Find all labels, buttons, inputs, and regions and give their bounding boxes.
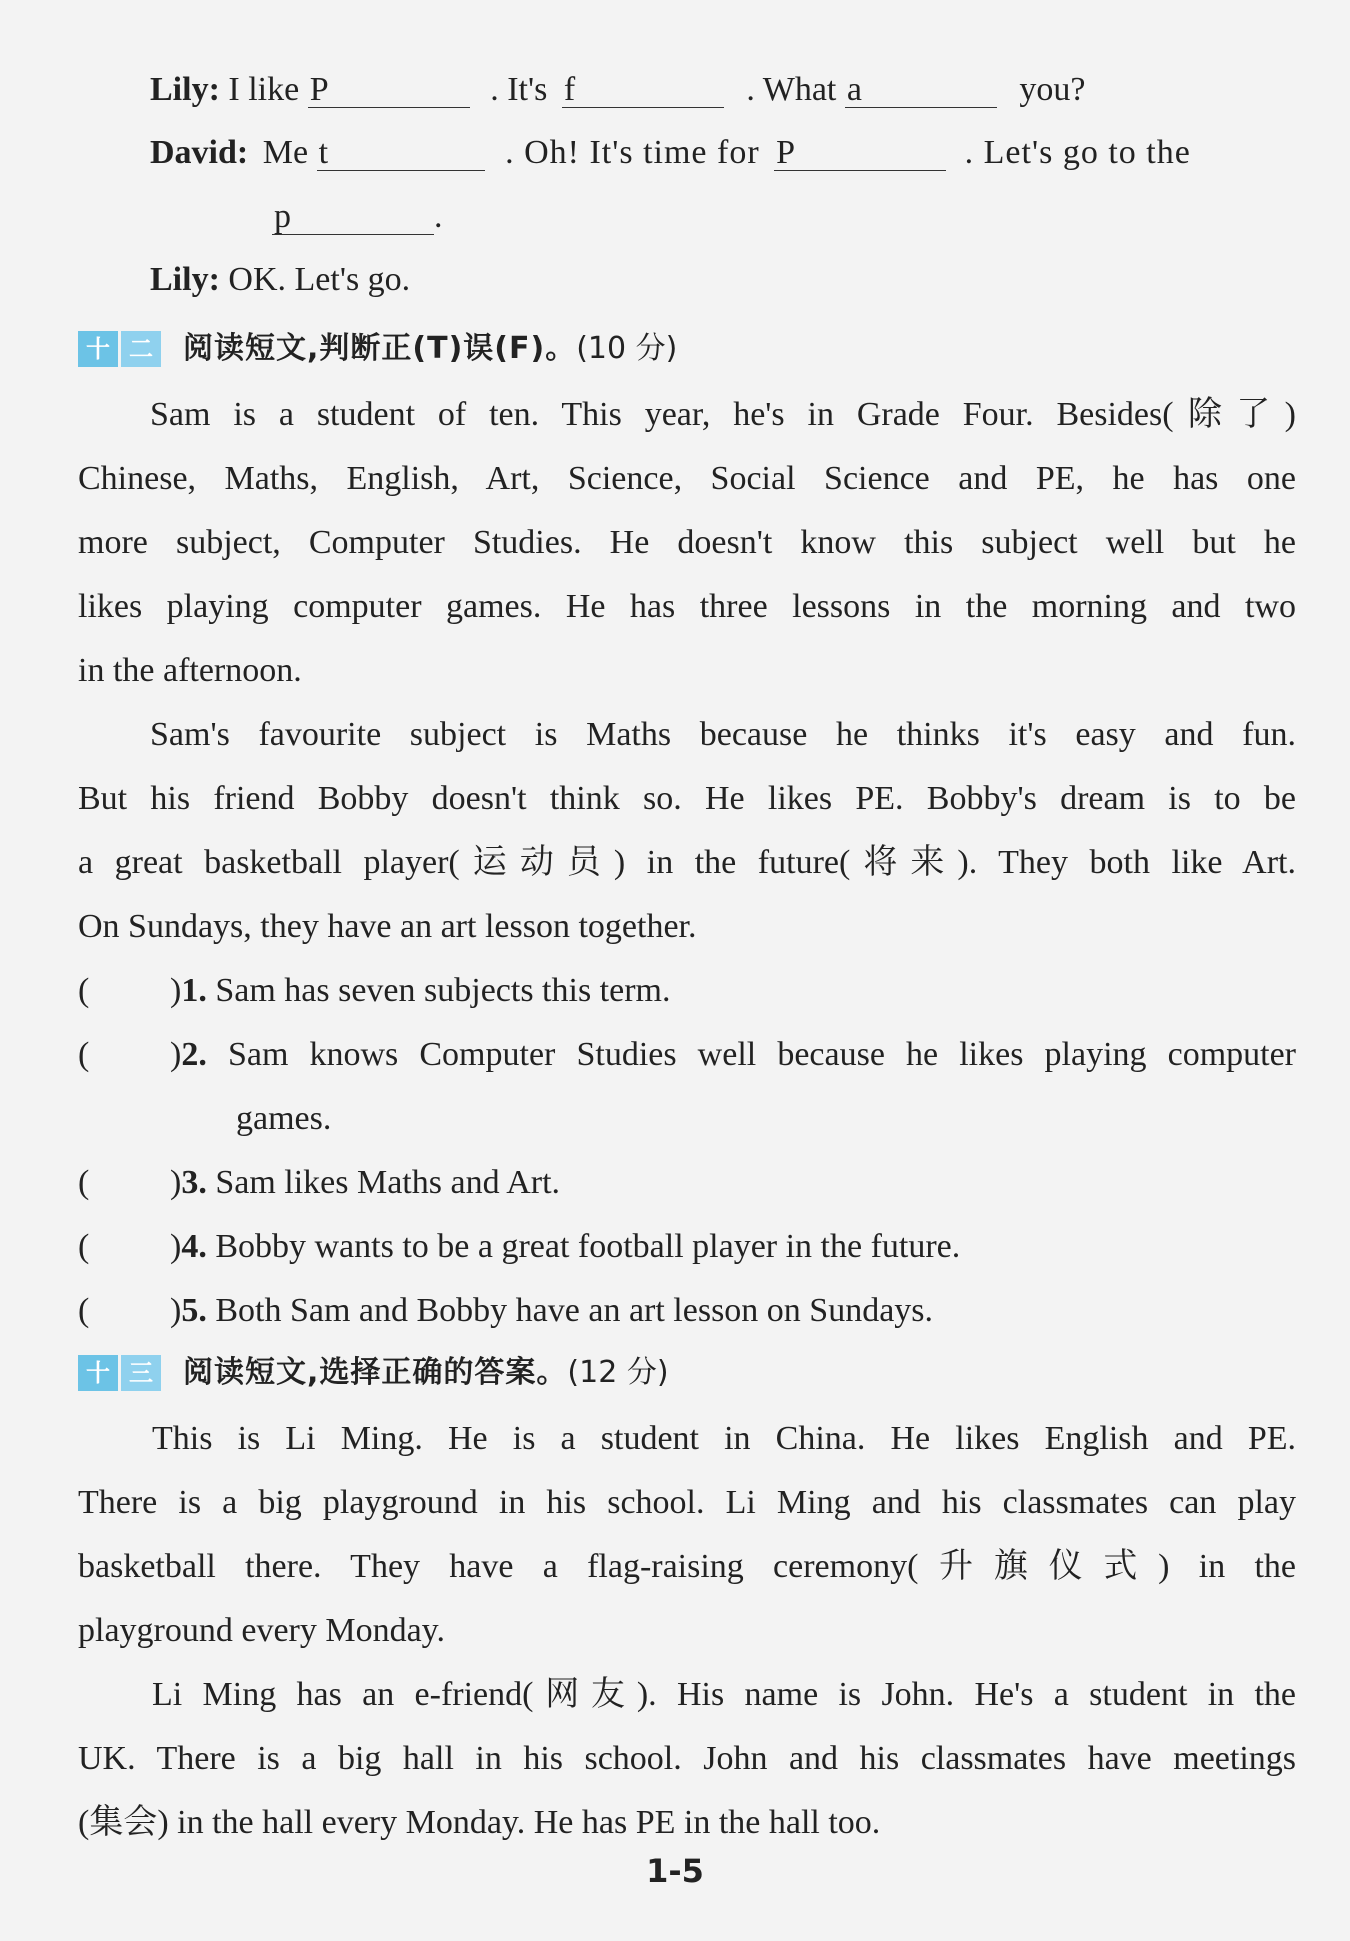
dialogue-text: I like	[228, 71, 300, 108]
dialogue-text: OK. Let's go.	[228, 261, 411, 298]
passage-line: likes playing computer games. He has three lessons in the morning and two	[78, 588, 1296, 625]
paren-left: (	[78, 1164, 90, 1201]
badge-char: 十	[78, 331, 118, 367]
passage-line: But his friend Bobby doesn't think so. He likes PE. Bobby's dream is to be	[78, 780, 1296, 817]
badge-char: 十	[78, 1355, 118, 1391]
passage-line: in the afternoon.	[78, 652, 302, 689]
passage-line: more subject, Computer Studies. He doesn't know this subject well but he	[78, 524, 1296, 561]
dialogue-line-david	[150, 133, 1191, 173]
question-number: 4.	[181, 1228, 207, 1265]
paren-right: )	[170, 972, 182, 1009]
passage-line: Sam's favourite subject is Maths because he thinks it's easy and fun.	[150, 716, 1296, 753]
question-number: 2.	[181, 1036, 207, 1073]
question-1	[78, 971, 1296, 1011]
question-text: Sam knows Computer Studies well because he likes playing computer	[227, 1036, 1297, 1073]
section-12-header	[78, 329, 677, 369]
passage-line: a great basketball player(运动员) in the future(将来). They both like Art.	[78, 844, 1296, 881]
passage-line: On Sundays, they have an art lesson together.	[78, 908, 697, 945]
dialogue-text: . Oh! It's time for	[505, 134, 760, 171]
answer-blank[interactable]: t	[317, 136, 485, 171]
question-3	[78, 1163, 1296, 1203]
question-text: Sam likes Maths and Art.	[215, 1164, 561, 1201]
passage-line: UK. There is a big hall in his school. John and his classmates have meetings	[78, 1740, 1296, 1777]
answer-paren[interactable]	[78, 1291, 170, 1331]
speaker-lily: Lily	[150, 71, 209, 108]
badge-char: 二	[121, 331, 161, 367]
answer-blank[interactable]: a	[845, 73, 997, 108]
section-13-header	[78, 1353, 669, 1393]
paren-right: )	[170, 1228, 182, 1265]
dialogue-text: . It's	[490, 71, 548, 108]
question-text: Bobby wants to be a great football player in the future.	[215, 1228, 961, 1265]
answer-blank[interactable]: f	[562, 73, 724, 108]
dialogue-text: .	[434, 198, 443, 235]
passage-line: Sam is a student of ten. This year, he's in Grade Four. Besides(除了)	[150, 396, 1296, 433]
dialogue-text: you?	[1019, 71, 1086, 108]
speaker-david: David	[150, 134, 237, 171]
speaker-lily: Lily	[150, 261, 209, 298]
passage-line: This is Li Ming. He is a student in China. He likes English and PE.	[152, 1420, 1296, 1457]
paren-right: )	[170, 1036, 182, 1073]
speaker-sep: :	[208, 261, 220, 298]
passage-line: playground every Monday.	[78, 1612, 445, 1649]
question-2	[78, 1035, 1296, 1075]
question-number: 5.	[181, 1292, 207, 1329]
question-number: 3.	[181, 1164, 207, 1201]
section-number-badge	[78, 1355, 161, 1391]
paren-right: )	[170, 1292, 182, 1329]
speaker-sep: :	[208, 71, 220, 108]
question-number: 1.	[181, 972, 207, 1009]
section-title: 阅读短文,选择正确的答案。	[183, 1355, 568, 1390]
passage-line: Chinese, Maths, English, Art, Science, Social Science and PE, he has one	[78, 460, 1296, 497]
passage-line: There is a big playground in his school. Li Ming and his classmates can play	[78, 1484, 1296, 1521]
page-number: 1-5	[646, 1852, 704, 1890]
answer-paren[interactable]	[78, 1035, 170, 1075]
question-5	[78, 1291, 1296, 1331]
paren-left: (	[78, 1036, 90, 1073]
answer-paren[interactable]	[78, 1163, 170, 1203]
dialogue-line-david-cont	[272, 197, 443, 237]
speaker-sep: :	[236, 134, 249, 171]
dialogue-line-lily	[150, 70, 1085, 110]
dialogue-text: Me	[262, 134, 309, 171]
question-text: Sam has seven subjects this term.	[215, 972, 671, 1009]
answer-blank[interactable]: P	[774, 136, 946, 171]
answer-blank[interactable]: p	[272, 200, 434, 235]
passage-line: basketball there. They have a flag-raising ceremony(升旗仪式) in the	[78, 1548, 1296, 1585]
section-score: (10 分)	[576, 331, 678, 366]
dialogue-line-lily-2	[150, 260, 410, 300]
question-text: Both Sam and Bobby have an art lesson on Sundays.	[215, 1292, 934, 1329]
paren-left: (	[78, 1292, 90, 1329]
section-number-badge	[78, 331, 161, 367]
paren-left: (	[78, 972, 90, 1009]
section-score: (12 分)	[567, 1355, 669, 1390]
section-title: 阅读短文,判断正(T)误(F)。	[183, 331, 577, 366]
paren-left: (	[78, 1228, 90, 1265]
paren-right: )	[170, 1164, 182, 1201]
question-2-cont: games.	[236, 1100, 332, 1137]
passage-line: (集会) in the hall every Monday. He has PE in the hall too.	[78, 1804, 881, 1841]
answer-paren[interactable]	[78, 1227, 170, 1267]
dialogue-text: . Let's go to the	[964, 134, 1191, 171]
question-4	[78, 1227, 1296, 1267]
badge-char: 三	[121, 1355, 161, 1391]
dialogue-text: . What	[746, 71, 837, 108]
answer-paren[interactable]	[78, 971, 170, 1011]
passage-line: Li Ming has an e-friend(网友). His name is John. He's a student in the	[152, 1676, 1296, 1713]
answer-blank[interactable]: P	[308, 73, 470, 108]
